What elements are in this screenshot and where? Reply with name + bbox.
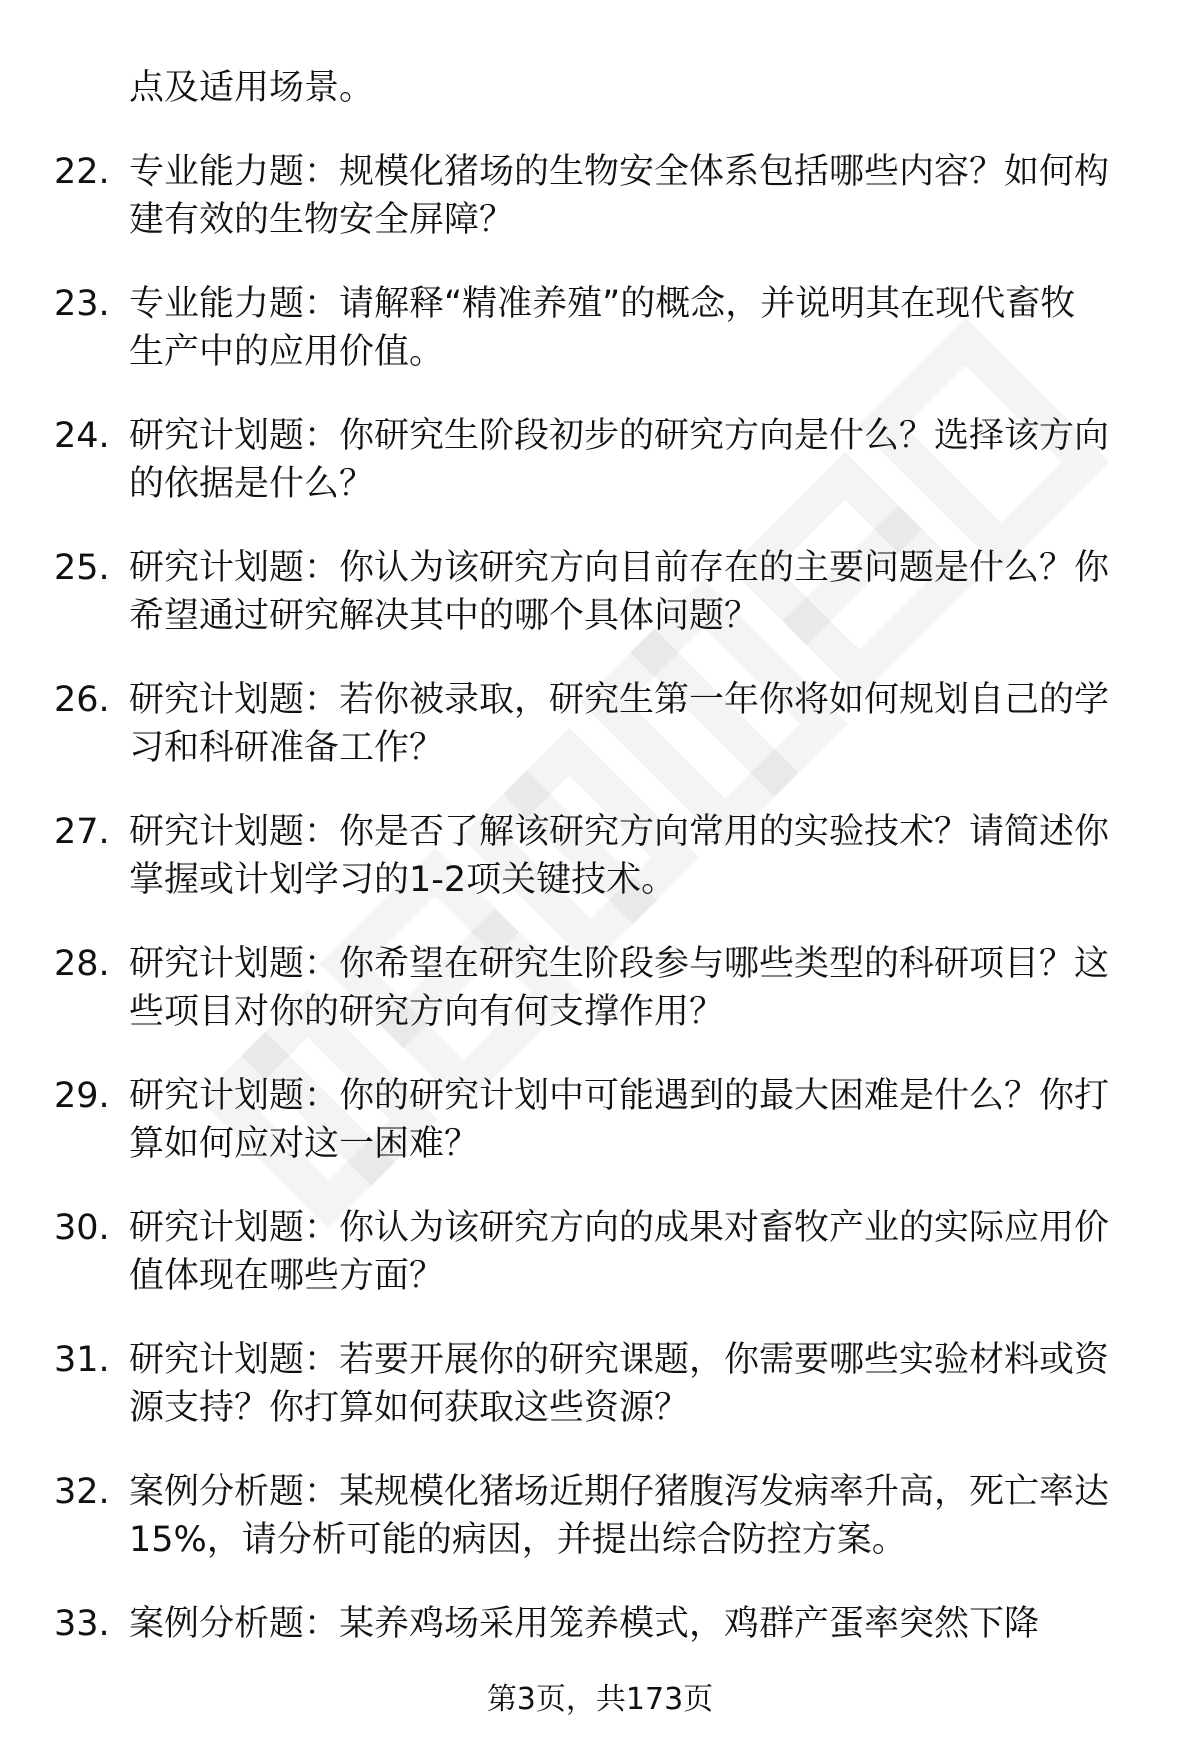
question-text-line: 15%，请分析可能的病因，并提出综合防控方案。 <box>129 1520 907 1560</box>
question-text <box>129 676 1151 772</box>
question-number: 30. <box>54 1208 110 1248</box>
question-text-line: 的依据是什么？ <box>129 464 375 504</box>
question-item <box>0 1468 1200 1600</box>
question-number: 27. <box>54 812 110 852</box>
question-text-line: 算如何应对这一困难？ <box>129 1124 480 1164</box>
question-text <box>129 1072 1151 1168</box>
question-number: 22. <box>54 152 110 192</box>
question-text <box>129 1336 1151 1432</box>
continuation-text: 点及适用场景。 <box>129 68 375 108</box>
question-text <box>129 544 1151 640</box>
question-text-line: 专业能力题：请解释“精准养殖”的概念，并说明其在现代畜牧 <box>129 284 1076 324</box>
question-text-line: 值体现在哪些方面？ <box>129 1256 445 1296</box>
question-number: 33. <box>54 1604 110 1644</box>
question-text <box>129 1600 1151 1648</box>
question-text <box>129 148 1151 244</box>
question-text-line: 研究计划题：你的研究计划中可能遇到的最大困难是什么？你打 <box>129 1076 1110 1116</box>
question-item <box>0 1336 1200 1468</box>
question-text-line: 研究计划题：你是否了解该研究方向常用的实验技术？请简述你 <box>129 812 1110 852</box>
question-text <box>129 412 1151 508</box>
question-text-line: 专业能力题：规模化猪场的生物安全体系包括哪些内容？如何构 <box>129 152 1110 192</box>
question-text-line: 研究计划题：你希望在研究生阶段参与哪些类型的科研项目？这 <box>129 944 1110 984</box>
question-number: 26. <box>54 680 110 720</box>
question-item <box>0 940 1200 1072</box>
question-item <box>0 544 1200 676</box>
question-text-line: 源支持？你打算如何获取这些资源？ <box>129 1388 690 1428</box>
question-text-line: 希望通过研究解决其中的哪个具体问题？ <box>129 596 760 636</box>
question-text <box>129 1204 1151 1300</box>
question-number: 25. <box>54 548 110 588</box>
question-item <box>0 280 1200 412</box>
question-text-line: 研究计划题：若你被录取，研究生第一年你将如何规划自己的学 <box>129 680 1110 720</box>
question-text-line: 研究计划题：你认为该研究方向的成果对畜牧产业的实际应用价 <box>129 1208 1110 1248</box>
question-item <box>0 676 1200 808</box>
question-number: 29. <box>54 1076 110 1116</box>
question-text-line: 生产中的应用价值。 <box>129 332 445 372</box>
question-text-line: 建有效的生物安全屏障？ <box>129 200 515 240</box>
question-text-line: 研究计划题：若要开展你的研究课题，你需要哪些实验材料或资 <box>129 1340 1110 1380</box>
question-item <box>0 1072 1200 1204</box>
question-list <box>0 148 1200 1732</box>
question-item <box>0 412 1200 544</box>
question-text-line: 掌握或计划学习的1-2项关键技术。 <box>129 860 677 900</box>
question-text <box>129 280 1151 376</box>
question-text <box>129 808 1151 904</box>
question-number: 32. <box>54 1472 110 1512</box>
question-number: 23. <box>54 284 110 324</box>
question-text <box>129 940 1151 1036</box>
question-text-line: 案例分析题：某规模化猪场近期仔猪腹泻发病率升高，死亡率达 <box>129 1472 1110 1512</box>
question-item <box>0 148 1200 280</box>
page-footer: 第3页，共173页 <box>486 1682 714 1717</box>
question-text-line: 案例分析题：某养鸡场采用笼养模式，鸡群产蛋率突然下降 <box>129 1604 1040 1644</box>
question-text-line: 习和科研准备工作？ <box>129 728 445 768</box>
question-number: 31. <box>54 1340 110 1380</box>
question-item <box>0 1204 1200 1336</box>
question-item <box>0 808 1200 940</box>
question-number: 24. <box>54 416 110 456</box>
question-number: 28. <box>54 944 110 984</box>
question-text-line: 研究计划题：你研究生阶段初步的研究方向是什么？选择该方向 <box>129 416 1110 456</box>
question-text <box>129 1468 1151 1564</box>
question-text-line: 研究计划题：你认为该研究方向目前存在的主要问题是什么？你 <box>129 548 1110 588</box>
question-text-line: 些项目对你的研究方向有何支撑作用？ <box>129 992 725 1032</box>
